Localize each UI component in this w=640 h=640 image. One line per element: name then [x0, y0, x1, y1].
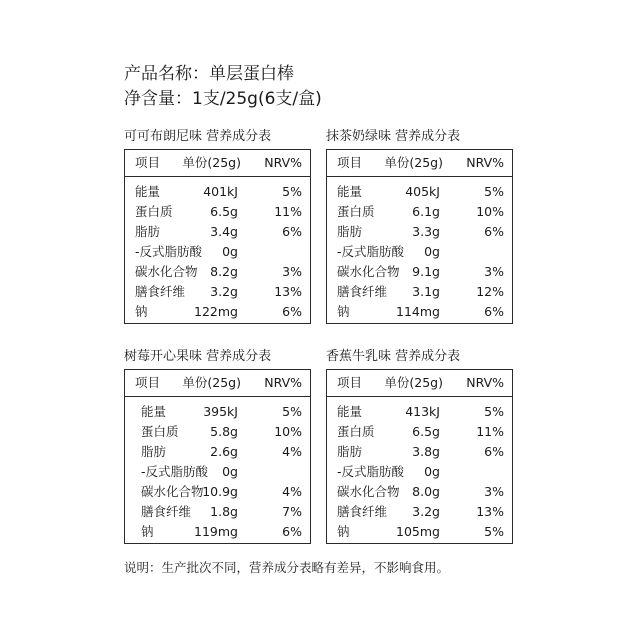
table-row: [327, 522, 512, 542]
nutrition-table: [124, 149, 311, 324]
nutrient-amount: 10.9g: [202, 484, 238, 499]
nutrient-name: 膳食纤维: [337, 504, 388, 519]
nutrient-nrv: 10%: [476, 204, 504, 219]
nutrient-nrv: 6%: [282, 304, 302, 319]
table-row: [125, 222, 310, 242]
nutrient-nrv: 3%: [484, 484, 504, 499]
nutrient-amount: 0g: [424, 244, 440, 259]
nutrient-nrv: 5%: [282, 184, 302, 199]
nutrient-nrv: 6%: [484, 224, 504, 239]
header-nrv: NRV%: [466, 155, 504, 170]
nutrition-table: [326, 369, 513, 544]
nutrient-nrv: 4%: [282, 444, 302, 459]
nutrient-amount: 0g: [222, 464, 238, 479]
nutrition-panel-raspberry-pistachio: [124, 349, 311, 539]
nutrient-nrv: 4%: [282, 484, 302, 499]
nutrient-amount: 3.2g: [412, 504, 440, 519]
nutrient-amount: 1.8g: [210, 504, 238, 519]
nutrient-name: -反式脂肪酸: [337, 244, 405, 259]
nutrient-name: 脂肪: [141, 444, 167, 459]
header-serving: 单份(25g): [182, 375, 241, 390]
table-row: [125, 422, 310, 442]
product-header: [124, 62, 322, 112]
table-row: [125, 242, 310, 262]
nutrient-name: 碳水化合物: [141, 484, 204, 499]
nutrient-amount: 3.1g: [412, 284, 440, 299]
table-row: [327, 442, 512, 462]
table-row: [327, 222, 512, 242]
nutrient-name: 能量: [135, 184, 161, 199]
table-row: [125, 482, 310, 502]
nutrient-nrv: 13%: [274, 284, 302, 299]
nutrient-amount: 2.6g: [210, 444, 238, 459]
nutrition-table: [124, 369, 311, 544]
nutrient-name: 膳食纤维: [135, 284, 186, 299]
panel-title: 树莓开心果味 营养成分表: [124, 349, 272, 364]
nutrient-nrv: 3%: [484, 264, 504, 279]
nutrient-name: 蛋白质: [337, 204, 375, 219]
nutrient-name: 钠: [135, 304, 148, 319]
nutrient-name: 能量: [141, 404, 167, 419]
table-row: [327, 482, 512, 502]
nutrient-name: 能量: [337, 184, 363, 199]
nutrient-name: 碳水化合物: [337, 264, 400, 279]
nutrient-name: 脂肪: [337, 444, 363, 459]
nutrient-amount: 3.2g: [210, 284, 238, 299]
table-row: [327, 182, 512, 202]
nutrition-panel-matcha-milk: [326, 129, 513, 319]
nutrient-nrv: 5%: [484, 524, 504, 539]
nutrient-amount: 9.1g: [412, 264, 440, 279]
nutrient-name: -反式脂肪酸: [141, 464, 209, 479]
nutrient-name: 蛋白质: [135, 204, 173, 219]
table-row: [327, 242, 512, 262]
nutrient-nrv: 7%: [282, 504, 302, 519]
nutrient-name: 蛋白质: [337, 424, 375, 439]
nutrient-amount: 119mg: [194, 524, 238, 539]
nutrient-nrv: 11%: [274, 204, 302, 219]
panel-title: 可可布朗尼味 营养成分表: [124, 129, 272, 144]
table-row: [327, 262, 512, 282]
header-divider: [125, 176, 310, 177]
table-header-row: [125, 153, 310, 173]
nutrient-amount: 114mg: [396, 304, 440, 319]
table-row: [327, 282, 512, 302]
nutrient-amount: 413kJ: [405, 404, 440, 419]
nutrition-panel-cocoa-brownie: [124, 129, 311, 319]
table-row: [125, 262, 310, 282]
panel-title: 抹茶奶绿味 营养成分表: [326, 129, 461, 144]
table-row: [327, 402, 512, 422]
nutrient-name: 膳食纤维: [337, 284, 388, 299]
nutrient-name: 钠: [337, 524, 350, 539]
table-header-row: [125, 373, 310, 393]
nutrient-amount: 401kJ: [203, 184, 238, 199]
nutrient-name: 碳水化合物: [337, 484, 400, 499]
nutrient-name: 蛋白质: [141, 424, 179, 439]
nutrient-amount: 3.4g: [210, 224, 238, 239]
nutrient-amount: 3.3g: [412, 224, 440, 239]
header-nrv: NRV%: [466, 375, 504, 390]
table-row: [125, 502, 310, 522]
nutrient-nrv: 11%: [476, 424, 504, 439]
nutrient-amount: 405kJ: [405, 184, 440, 199]
table-row: [327, 462, 512, 482]
nutrient-name: 脂肪: [135, 224, 161, 239]
header-divider: [327, 176, 512, 177]
header-nrv: NRV%: [264, 155, 302, 170]
header-item: 项目: [135, 155, 161, 170]
nutrient-name: 碳水化合物: [135, 264, 198, 279]
table-row: [125, 522, 310, 542]
nutrient-amount: 105mg: [396, 524, 440, 539]
nutrient-amount: 6.1g: [412, 204, 440, 219]
nutrient-name: -反式脂肪酸: [135, 244, 203, 259]
table-row: [125, 462, 310, 482]
nutrient-amount: 6.5g: [210, 204, 238, 219]
nutrient-nrv: 6%: [484, 304, 504, 319]
header-item: 项目: [337, 155, 363, 170]
header-item: 项目: [337, 375, 363, 390]
table-row: [125, 282, 310, 302]
nutrient-name: 脂肪: [337, 224, 363, 239]
panel-title: 香蕉牛乳味 营养成分表: [326, 349, 461, 364]
nutrient-amount: 6.5g: [412, 424, 440, 439]
nutrient-name: -反式脂肪酸: [337, 464, 405, 479]
nutrient-name: 能量: [337, 404, 363, 419]
nutrition-table: [326, 149, 513, 324]
nutrition-panel-banana-milk: [326, 349, 513, 539]
table-row: [125, 402, 310, 422]
product-name: 产品名称：单层蛋白棒: [124, 64, 294, 84]
nutrient-nrv: 3%: [282, 264, 302, 279]
net-content: 净含量：1支/25g(6支/盒): [124, 89, 322, 109]
table-header-row: [327, 373, 512, 393]
nutrient-amount: 8.2g: [210, 264, 238, 279]
table-row: [327, 422, 512, 442]
nutrient-name: 钠: [337, 304, 350, 319]
nutrient-amount: 395kJ: [203, 404, 238, 419]
table-row: [327, 302, 512, 322]
header-item: 项目: [135, 375, 161, 390]
nutrient-nrv: 10%: [274, 424, 302, 439]
table-row: [125, 182, 310, 202]
nutrient-nrv: 5%: [282, 404, 302, 419]
nutrient-nrv: 5%: [484, 404, 504, 419]
table-row: [327, 202, 512, 222]
nutrient-nrv: 13%: [476, 504, 504, 519]
batch-note: 说明：生产批次不同，营养成分表略有差异，不影响食用。: [124, 560, 450, 575]
table-row: [327, 502, 512, 522]
header-serving: 单份(25g): [384, 375, 443, 390]
nutrient-nrv: 12%: [476, 284, 504, 299]
nutrient-amount: 0g: [222, 244, 238, 259]
nutrient-name: 钠: [141, 524, 154, 539]
header-nrv: NRV%: [264, 375, 302, 390]
table-row: [125, 202, 310, 222]
table-header-row: [327, 153, 512, 173]
nutrient-amount: 8.0g: [412, 484, 440, 499]
nutrient-amount: 3.8g: [412, 444, 440, 459]
nutrient-amount: 0g: [424, 464, 440, 479]
header-serving: 单份(25g): [384, 155, 443, 170]
table-row: [125, 442, 310, 462]
nutrient-name: 膳食纤维: [141, 504, 192, 519]
nutrient-nrv: 6%: [282, 524, 302, 539]
nutrient-nrv: 6%: [484, 444, 504, 459]
header-serving: 单份(25g): [182, 155, 241, 170]
table-row: [125, 302, 310, 322]
header-divider: [327, 396, 512, 397]
nutrient-amount: 122mg: [194, 304, 238, 319]
nutrient-amount: 5.8g: [210, 424, 238, 439]
nutrient-nrv: 6%: [282, 224, 302, 239]
nutrient-nrv: 5%: [484, 184, 504, 199]
header-divider: [125, 396, 310, 397]
